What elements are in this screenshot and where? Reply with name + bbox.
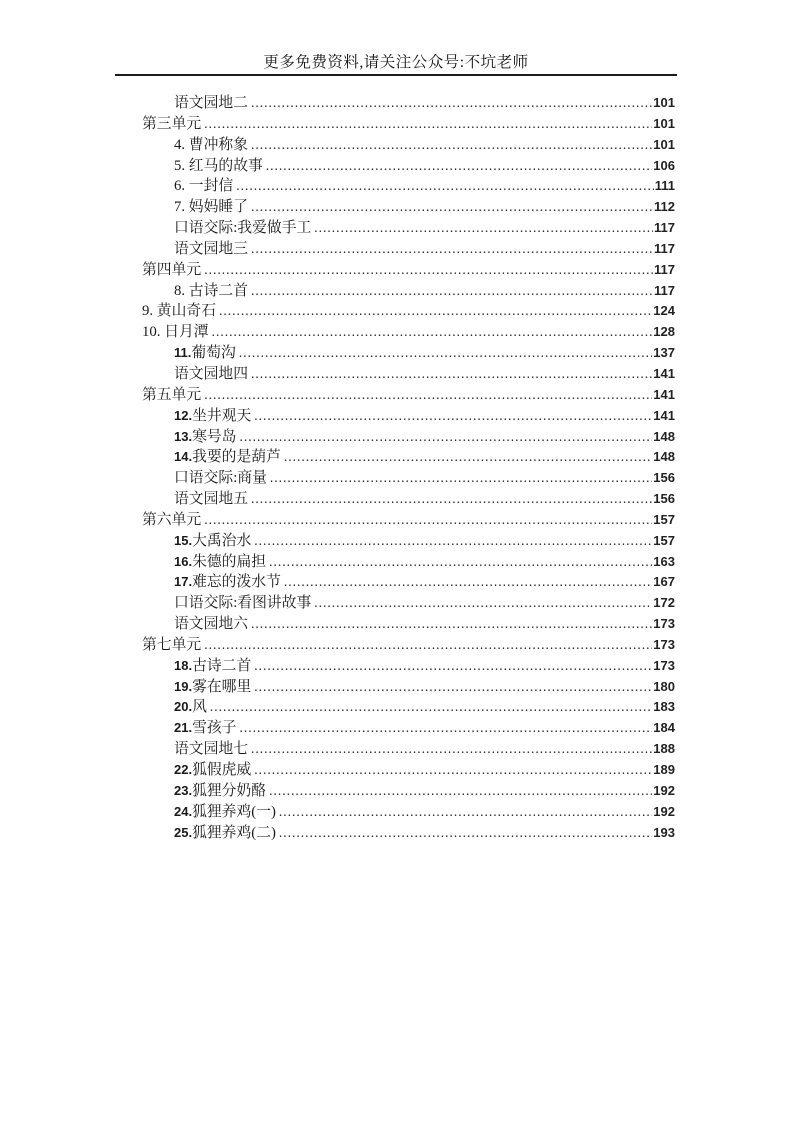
toc-dot-leader: [204, 510, 652, 531]
toc-entry-page: 112: [654, 199, 675, 215]
toc-entry-page: 192: [653, 782, 675, 798]
toc-entry-page: 141: [653, 407, 675, 423]
toc-entry-page: 141: [653, 365, 675, 381]
toc-dot-leader: [254, 656, 652, 677]
toc-entry[interactable]: [142, 239, 675, 260]
toc-entry-number: 20.: [174, 699, 193, 715]
toc-entry-number: 15.: [174, 532, 193, 548]
toc-entry-label: [174, 677, 251, 698]
toc-entry[interactable]: [142, 176, 675, 197]
toc-entry-number: 25.: [174, 824, 193, 840]
toc-entry[interactable]: [142, 677, 675, 698]
toc-entry-number: 17.: [174, 574, 193, 590]
toc-entry-label: [174, 552, 266, 573]
toc-entry-page: 117: [654, 261, 675, 277]
toc-entry-number: 4.: [174, 136, 189, 153]
toc-entry-label: [174, 656, 251, 677]
toc-entry-label: [142, 322, 209, 343]
toc-entry-label: [142, 635, 201, 656]
toc-entry[interactable]: [142, 156, 675, 177]
toc-entry-number: 22.: [174, 762, 193, 777]
toc-entry-label: [174, 802, 276, 823]
toc-dot-leader: [284, 447, 652, 468]
toc-entry[interactable]: [142, 510, 675, 531]
toc-entry[interactable]: [142, 93, 675, 114]
toc-dot-leader: [269, 552, 652, 573]
toc-entry-label: [174, 281, 248, 302]
toc-dot-leader: [219, 301, 652, 322]
toc-entry-number: 6.: [174, 178, 189, 195]
toc-entry-label: [174, 406, 251, 427]
toc-entry-page: 117: [654, 240, 675, 256]
toc-dot-leader: [239, 718, 652, 739]
toc-dot-leader: [204, 385, 652, 406]
toc-dot-leader: [254, 406, 652, 427]
toc-entry-label: [142, 510, 201, 531]
toc-entry-label: [174, 739, 248, 760]
toc-entry-label: [174, 593, 311, 614]
toc-entry-page: 180: [653, 678, 675, 694]
toc-dot-leader: [210, 697, 652, 718]
toc-entry-title: 葡萄沟: [191, 345, 236, 362]
toc-entry-title: 我要的是葫芦: [192, 449, 281, 466]
toc-entry-title: 难忘的泼水节: [192, 574, 281, 591]
toc-entry-title: 狐假虎威: [192, 762, 252, 778]
toc-entry[interactable]: [142, 531, 675, 552]
toc-entry[interactable]: [142, 489, 675, 510]
toc-entry[interactable]: [142, 802, 675, 823]
toc-entry-number: 12.: [174, 407, 193, 423]
toc-entry-label: [174, 427, 236, 448]
toc-entry[interactable]: [142, 468, 675, 489]
page-header-text: 更多免费资料,请关注公众号:不坑老师: [263, 54, 529, 71]
toc-entry-title: 雪孩子: [192, 720, 237, 737]
toc-entry-number: 14.: [174, 449, 193, 465]
toc-entry[interactable]: [142, 197, 675, 218]
toc-dot-leader: [270, 468, 652, 489]
toc-entry-page: 101: [653, 95, 675, 110]
toc-entry-number: 16.: [174, 553, 193, 569]
toc-entry-page: 111: [654, 178, 675, 194]
toc-entry-number: 11.: [174, 345, 192, 361]
toc-entry-page: 106: [653, 157, 675, 173]
toc-dot-leader: [254, 531, 652, 552]
toc-dot-leader: [254, 760, 652, 781]
toc-entry-title: 第七单元: [142, 636, 202, 653]
toc-dot-leader: [251, 364, 652, 385]
toc-entry-label: [174, 197, 248, 218]
toc-entry-page: 148: [653, 449, 675, 465]
toc-entry-title: 口语交际:商量: [174, 470, 267, 487]
toc-entry[interactable]: [142, 447, 675, 468]
toc-entry-label: [142, 301, 216, 322]
toc-entry-label: [174, 718, 236, 739]
toc-entry-number: 13.: [174, 428, 193, 444]
toc-dot-leader: [279, 823, 652, 844]
toc-entry-title: 古诗二首: [188, 282, 248, 299]
toc-dot-leader: [266, 156, 653, 177]
toc-entry-label: [174, 823, 276, 844]
toc-entry-title: 语文园地七: [174, 741, 248, 758]
toc-entry-label: [174, 468, 267, 489]
toc-entry-label: [174, 156, 263, 177]
toc-entry-title: 第四单元: [142, 261, 202, 278]
toc-entry-label: [174, 697, 207, 718]
toc-entry[interactable]: [142, 301, 675, 322]
toc-entry-page: 156: [653, 491, 675, 507]
toc-entry-number: 24.: [174, 803, 193, 819]
toc-entry-number: 7.: [174, 199, 189, 216]
toc-entry-title: 曹冲称象: [188, 136, 248, 153]
toc-entry-title: 语文园地四: [174, 365, 248, 382]
toc-entry-label: [174, 364, 248, 385]
toc-entry-label: [142, 385, 201, 406]
toc-entry-label: [174, 614, 248, 635]
toc-entry-page: 167: [653, 574, 675, 590]
toc-entry-title: 口语交际:看图讲故事: [174, 595, 312, 612]
toc-dot-leader: [284, 572, 652, 593]
toc-entry-page: 137: [653, 345, 675, 361]
toc-entry-title: 大禹治水: [192, 532, 252, 549]
toc-entry-title: 语文园地五: [174, 491, 248, 508]
toc-entry-label: [174, 781, 266, 802]
toc-entry-title: 古诗二首: [192, 657, 252, 674]
toc-entry[interactable]: [142, 739, 675, 760]
toc-entry-title: 第五单元: [142, 386, 202, 403]
toc-entry-title: 语文园地二: [174, 95, 248, 111]
toc-dot-leader: [251, 739, 652, 760]
toc-entry-title: 语文园地三: [174, 240, 248, 257]
toc-entry-page: 117: [654, 220, 675, 236]
toc-entry-title: 妈妈睡了: [188, 199, 248, 216]
toc-entry-label: [142, 114, 201, 135]
toc-entry-page: 157: [653, 511, 675, 527]
toc-entry-title: 语文园地六: [174, 616, 248, 633]
toc-entry-page: 163: [653, 553, 675, 569]
toc-entry-page: 193: [653, 824, 675, 840]
toc-entry[interactable]: [142, 635, 675, 656]
toc-dot-leader: [239, 343, 653, 364]
toc-dot-leader: [204, 635, 652, 656]
toc-dot-leader: [279, 802, 652, 823]
toc-entry-title: 狐狸分奶酪: [192, 782, 267, 799]
toc-entry-number: 18.: [174, 657, 193, 673]
toc-entry-number: 5.: [174, 157, 189, 174]
toc-entry-page: 184: [653, 720, 675, 736]
toc-entry[interactable]: [142, 406, 675, 427]
toc-entry-number: 8.: [174, 282, 189, 299]
toc-entry-label: [174, 218, 311, 239]
toc-dot-leader: [314, 218, 653, 239]
toc-entry-label: [142, 260, 201, 281]
toc-entry-title: 黄山奇石: [156, 303, 216, 320]
toc-entry[interactable]: [142, 260, 675, 281]
toc-entry-page: 128: [653, 324, 675, 340]
toc: [142, 93, 675, 843]
toc-entry-label: [174, 176, 233, 197]
toc-entry-label: [174, 239, 248, 260]
toc-entry-page: 156: [653, 470, 675, 486]
toc-dot-leader: [269, 781, 652, 802]
toc-entry-label: [174, 93, 248, 114]
toc-dot-leader: [204, 260, 653, 281]
toc-entry-page: 188: [653, 741, 675, 757]
toc-entry-title: 雾在哪里: [192, 678, 252, 695]
toc-entry[interactable]: [142, 343, 675, 364]
toc-entry[interactable]: [142, 614, 675, 635]
toc-entry-page: 189: [653, 762, 675, 777]
toc-entry-page: 101: [653, 115, 675, 131]
toc-entry-page: 117: [654, 282, 675, 298]
toc-dot-leader: [251, 281, 653, 302]
toc-dot-leader: [239, 427, 652, 448]
toc-entry-page: 124: [653, 303, 675, 319]
toc-entry[interactable]: [142, 552, 675, 573]
toc-entry-title: 朱德的扁担: [192, 553, 267, 570]
toc-entry-title: 狐狸养鸡(一): [192, 803, 276, 820]
toc-entry-number: 9.: [142, 303, 157, 320]
toc-entry-label: [174, 343, 236, 364]
toc-entry-title: 寒号岛: [192, 428, 237, 445]
toc-entry-number: 19.: [174, 678, 193, 694]
toc-entry[interactable]: [142, 364, 675, 385]
toc-entry-page: 157: [653, 532, 675, 548]
toc-entry-number: 21.: [174, 720, 193, 736]
toc-entry-title: 一封信: [188, 178, 234, 195]
toc-entry-page: 101: [653, 136, 675, 152]
toc-entry-label: [174, 489, 248, 510]
toc-entry-page: 173: [653, 636, 675, 652]
toc-entry-title: 口语交际:我爱做手工: [174, 220, 312, 237]
toc-entry-title: 第六单元: [142, 511, 202, 528]
toc-entry-title: 第三单元: [142, 115, 202, 132]
toc-dot-leader: [251, 614, 652, 635]
toc-dot-leader: [314, 593, 652, 614]
toc-entry[interactable]: [142, 781, 675, 802]
toc-dot-leader: [204, 114, 652, 135]
toc-entry[interactable]: [142, 572, 675, 593]
toc-entry[interactable]: [142, 697, 675, 718]
toc-entry[interactable]: [142, 427, 675, 448]
toc-entry-label: [174, 135, 248, 156]
toc-entry-label: [174, 447, 281, 468]
toc-dot-leader: [251, 489, 652, 510]
toc-dot-leader: [212, 322, 653, 343]
toc-entry[interactable]: [142, 135, 675, 156]
toc-entry-label: [174, 760, 251, 781]
toc-entry-title: 坐井观天: [192, 407, 252, 424]
toc-entry-label: [174, 531, 251, 552]
toc-entry-page: 141: [653, 386, 675, 402]
toc-dot-leader: [236, 176, 654, 197]
toc-entry[interactable]: [142, 385, 675, 406]
toc-entry[interactable]: [142, 760, 675, 781]
toc-entry[interactable]: [142, 218, 675, 239]
toc-entry[interactable]: [142, 114, 675, 135]
toc-entry-page: 172: [653, 595, 675, 611]
toc-entry[interactable]: [142, 718, 675, 739]
toc-entry[interactable]: [142, 593, 675, 614]
toc-entry-label: [174, 572, 281, 593]
toc-entry-title: 日月潭: [164, 324, 209, 341]
toc-entry-number: 10.: [142, 324, 165, 341]
toc-dot-leader: [254, 677, 652, 698]
toc-entry[interactable]: [142, 322, 675, 343]
toc-entry[interactable]: [142, 823, 675, 844]
toc-entry-title: 风: [192, 699, 207, 716]
toc-entry-title: 狐狸养鸡(二): [192, 824, 276, 841]
header-rule: [115, 74, 677, 76]
toc-entry-page: 173: [653, 616, 675, 632]
toc-entry-page: 173: [653, 657, 675, 673]
toc-dot-leader: [251, 135, 652, 156]
toc-entry-page: 183: [653, 699, 675, 715]
toc-entry-number: 23.: [174, 782, 193, 798]
toc-entry[interactable]: [142, 281, 675, 302]
toc-entry-page: 148: [653, 428, 675, 444]
toc-dot-leader: [251, 239, 653, 260]
toc-entry[interactable]: [142, 656, 675, 677]
toc-entry-page: 192: [653, 803, 675, 819]
toc-dot-leader: [251, 197, 653, 218]
toc-entry-title: 红马的故事: [188, 157, 263, 174]
toc-dot-leader: [251, 93, 652, 114]
